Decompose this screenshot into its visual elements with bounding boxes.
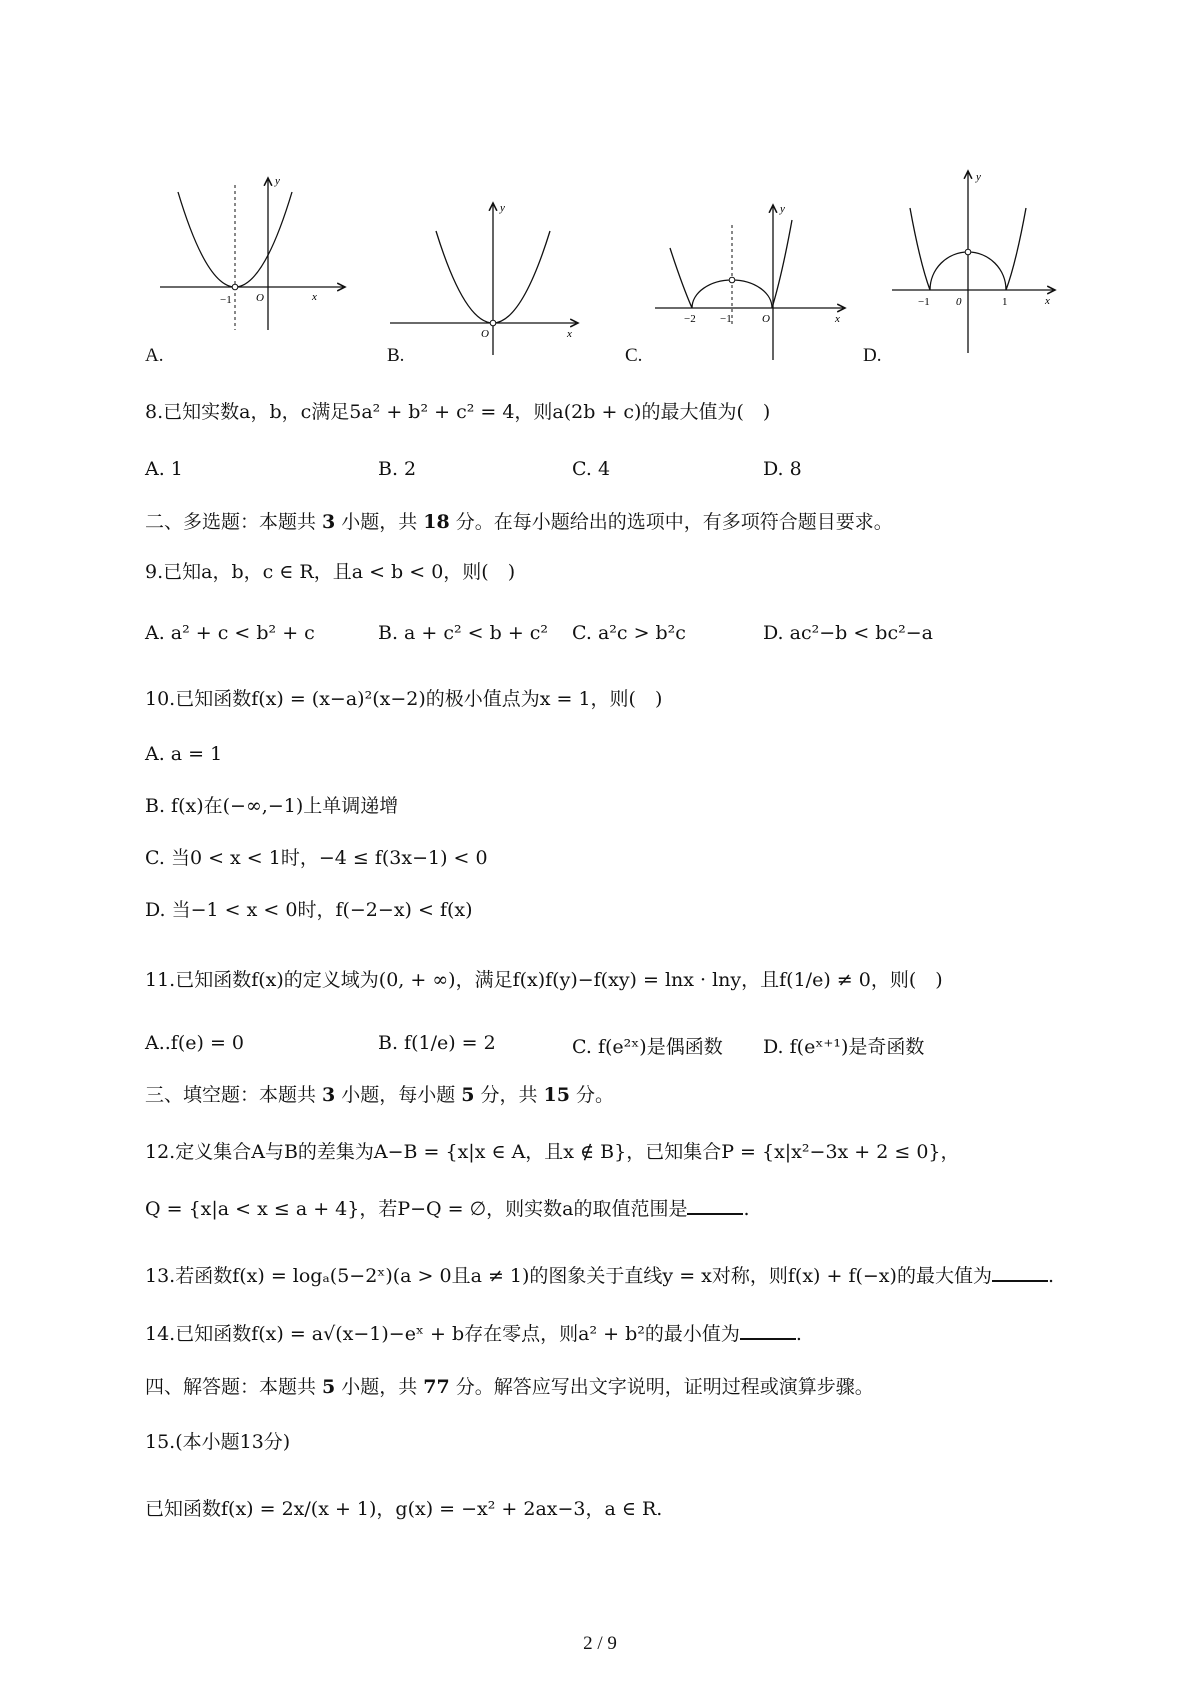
section-4-score: 77: [423, 1376, 450, 1398]
q12-end: .: [743, 1198, 750, 1220]
graph-d-label: D.: [863, 345, 882, 366]
page-number: 2 / 9: [583, 1633, 617, 1654]
q8-option-a: A. 1: [145, 458, 183, 480]
q10-option-a: A. a = 1: [145, 743, 223, 765]
graph-c-label: C.: [625, 345, 643, 366]
q10-option-b: B. f(x)在(−∞,−1)上单调递增: [145, 795, 399, 817]
q15-text: 已知函数f(x) = 2x/(x + 1)，g(x) = −x² + 2ax−3，a ∈ R.: [145, 1498, 663, 1520]
section-3-score: 15: [543, 1084, 570, 1106]
y-label: y: [275, 175, 280, 187]
graph-b-label: B.: [387, 345, 405, 366]
graph-c: [650, 200, 850, 360]
open-point: [965, 249, 971, 255]
q8-option-b: B. 2: [378, 458, 417, 480]
section-3-suffix: 分。: [575, 1084, 614, 1106]
graph-a-label: A.: [145, 345, 164, 366]
open-point: [232, 284, 238, 290]
graph-b: [380, 195, 585, 355]
q10-option-d: D. 当−1 < x < 0时，f(−2−x) < f(x): [145, 899, 473, 921]
graph-d: [890, 168, 1060, 358]
q8-option-d: D. 8: [763, 458, 802, 480]
q8-option-c: C. 4: [572, 458, 611, 480]
q11-option-d: D. f(eˣ⁺¹)是奇函数: [763, 1036, 925, 1058]
tick-neg1: −1: [720, 313, 732, 325]
q13-answer-blank[interactable]: [992, 1262, 1048, 1282]
section-3-count: 3: [322, 1084, 336, 1106]
section-2-heading: [145, 510, 893, 534]
left-branch: [670, 248, 692, 308]
section-4-heading: [145, 1375, 874, 1399]
q14-answer-blank[interactable]: [740, 1320, 796, 1340]
section-4-prefix: 四、解答题：本题共: [145, 1376, 317, 1398]
q14-text: 14.已知函数f(x) = a√(x−1)−eˣ + b存在零点，则a² + b²的最小值为: [145, 1323, 740, 1345]
x-label: x: [1045, 295, 1050, 307]
left-branch: [910, 208, 930, 290]
x-label: x: [567, 328, 572, 340]
section-2-score: 18: [423, 511, 450, 533]
q11-option-c: C. f(e²ˣ)是偶函数: [572, 1036, 723, 1058]
x-label: x: [312, 291, 317, 303]
tick-neg2: −2: [684, 313, 696, 325]
q13-end: .: [1047, 1265, 1054, 1287]
section-3-heading: [145, 1083, 614, 1107]
x-label: x: [835, 313, 840, 325]
q9-option-b: B. a + c² < b + c²: [378, 622, 549, 644]
section-3-each: 5: [461, 1084, 475, 1106]
section-4-mid: 小题，共: [341, 1376, 418, 1398]
section-2-prefix: 二、多选题：本题共: [145, 511, 317, 533]
section-3-prefix: 三、填空题：本题共: [145, 1084, 317, 1106]
open-point: [490, 320, 496, 326]
right-branch: [772, 220, 792, 308]
origin-label: O: [256, 292, 264, 304]
q13-stem: [145, 1262, 1054, 1288]
tick-1: 1: [1002, 296, 1008, 308]
q12-line-2-text: Q = {x|a < x ≤ a + 4}，若P−Q = ∅，则实数a的取值范围是: [145, 1198, 688, 1220]
section-3-mid: 小题，每小题: [341, 1084, 456, 1106]
q12-answer-blank[interactable]: [687, 1195, 743, 1215]
q11-stem: 11.已知函数f(x)的定义域为(0, + ∞)，满足f(x)f(y)−f(xy) = lnx · lny，且f(1/e) ≠ 0，则( ): [145, 969, 943, 991]
section-4-count: 5: [322, 1376, 336, 1398]
tick-zero: 0: [956, 296, 962, 308]
section-2-mid: 小题，共: [341, 511, 418, 533]
q13-text: 13.若函数f(x) = logₐ(5−2ˣ)(a > 0且a ≠ 1)的图象关于直线y = x对称，则f(x) + f(−x)的最大值为: [145, 1265, 992, 1287]
origin-label: O: [762, 313, 770, 325]
open-point: [729, 277, 735, 283]
q8-stem: 8.已知实数a，b，c满足5a² + b² + c² = 4，则a(2b + c)的最大值为( ): [145, 401, 771, 423]
q9-stem: 9.已知a，b，c ∈ R，且a < b < 0，则( ): [145, 561, 516, 583]
q12-line-2: [145, 1195, 750, 1221]
right-branch: [1006, 208, 1026, 290]
graph-a: [140, 170, 355, 340]
y-label: y: [500, 202, 505, 214]
q10-stem: 10.已知函数f(x) = (x−a)²(x−2)的极小值点为x = 1，则( ): [145, 688, 663, 710]
q9-option-d: D. ac²−b < bc²−a: [763, 622, 933, 644]
q14-end: .: [795, 1323, 802, 1345]
q10-option-c: C. 当0 < x < 1时，−4 ≤ f(3x−1) < 0: [145, 847, 488, 869]
q15-title: 15.(本小题13分): [145, 1431, 291, 1453]
q11-option-b: B. f(1/e) = 2: [378, 1032, 496, 1054]
section-3-mid2: 分，共: [480, 1084, 538, 1106]
q14-stem: [145, 1320, 802, 1346]
q11-option-a: A..f(e) = 0: [145, 1032, 244, 1054]
tick-neg1: −1: [220, 294, 232, 306]
origin-label: O: [481, 328, 489, 340]
y-label: y: [780, 203, 785, 215]
y-label: y: [976, 171, 981, 183]
tick-neg1: −1: [918, 296, 930, 308]
section-2-suffix: 分。在每小题给出的选项中，有多项符合题目要求。: [455, 511, 893, 533]
section-2-count: 3: [322, 511, 336, 533]
q9-option-a: A. a² + c < b² + c: [145, 622, 315, 644]
q9-option-c: C. a²c > b²c: [572, 622, 686, 644]
q12-line-1: 12.定义集合A与B的差集为A−B = {x|x ∈ A，且x ∉ B}，已知集合P = {x|x²−3x + 2 ≤ 0}，: [145, 1141, 960, 1163]
section-4-suffix: 分。解答应写出文字说明，证明过程或演算步骤。: [455, 1376, 874, 1398]
